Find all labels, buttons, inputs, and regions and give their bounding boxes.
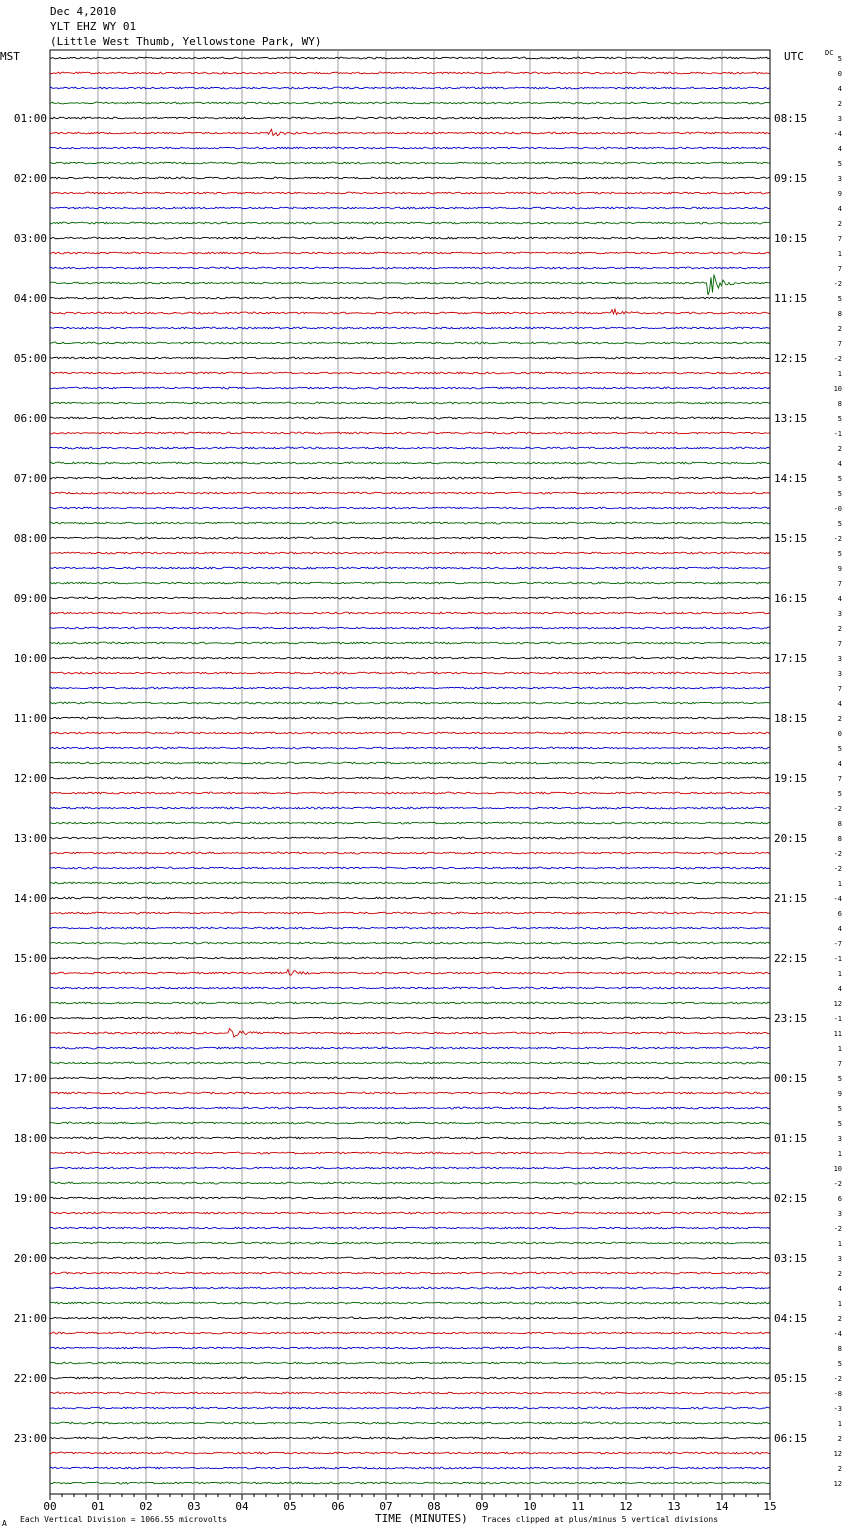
trace-line-26 (50, 432, 770, 434)
trace-line-86 (50, 1332, 770, 1334)
dc-offset-label: 11 (833, 1030, 842, 1038)
trace-line-3 (50, 87, 770, 89)
trace-line-15 (50, 267, 770, 269)
trace-line-88 (50, 1362, 770, 1364)
trace-line-7 (50, 147, 770, 149)
dc-offset-label: 1 (837, 1300, 842, 1308)
dc-offset-label: 4 (837, 700, 842, 708)
dc-offset-label: 3 (837, 1135, 842, 1143)
trace-line-83 (50, 1287, 770, 1289)
trace-line-23 (50, 387, 770, 389)
trace-line-51 (50, 807, 770, 809)
trace-line-24 (50, 402, 770, 404)
x-tick-label: 09 (475, 1500, 489, 1513)
trace-line-5 (50, 117, 770, 119)
dc-offset-label: -3 (833, 1405, 842, 1413)
trace-line-74 (50, 1152, 770, 1154)
dc-offset-label: -2 (833, 1180, 842, 1188)
trace-line-14 (50, 252, 770, 254)
dc-offset-label: 5 (837, 1075, 842, 1083)
trace-line-25 (50, 417, 770, 419)
trace-line-37 (50, 597, 770, 599)
hour-label-left: 01:00 (13, 112, 47, 125)
dc-offset-label: 5 (837, 520, 842, 528)
hour-label-right: 09:15 (774, 172, 808, 185)
dc-offset-label: -2 (833, 865, 842, 873)
dc-offset-label: 5 (837, 490, 842, 498)
dc-offset-label: 10 (833, 385, 842, 393)
trace-line-16 (50, 275, 770, 296)
dc-offset-label: 1 (837, 1150, 842, 1158)
hour-label-right: 22:15 (774, 952, 808, 965)
trace-line-29 (50, 477, 770, 479)
dc-offset-label: 1 (837, 1420, 842, 1428)
x-tick-label: 02 (139, 1500, 153, 1513)
dc-offset-label: 9 (837, 1090, 842, 1098)
dc-offset-label: 7 (837, 580, 842, 588)
trace-line-89 (50, 1377, 770, 1379)
trace-line-77 (50, 1197, 770, 1199)
trace-line-81 (50, 1257, 770, 1259)
trace-line-34 (50, 552, 770, 554)
hour-label-left: 10:00 (13, 652, 47, 665)
dc-offset-label: 3 (837, 1210, 842, 1218)
trace-line-79 (50, 1227, 770, 1229)
hour-label-left: 02:00 (13, 172, 47, 185)
dc-offset-label: 1 (837, 880, 842, 888)
trace-line-20 (50, 342, 770, 344)
trace-line-40 (50, 642, 770, 644)
dc-offset-label: 2 (837, 325, 842, 333)
trace-line-70 (50, 1092, 770, 1094)
dc-offset-label: 4 (837, 1285, 842, 1293)
dc-offset-label: 4 (837, 985, 842, 993)
dc-offset-label: -8 (833, 1390, 842, 1398)
dc-offset-label: 3 (837, 610, 842, 618)
dc-offset-label: -2 (833, 355, 842, 363)
hour-label-left: 14:00 (13, 892, 47, 905)
dc-offset-label: 5 (837, 790, 842, 798)
dc-offset-label: 2 (837, 220, 842, 228)
trace-line-27 (50, 447, 770, 449)
dc-offset-label: 6 (837, 910, 842, 918)
trace-line-36 (50, 582, 770, 584)
trace-line-68 (50, 1062, 770, 1064)
dc-offset-label: 2 (837, 1465, 842, 1473)
trace-line-61 (50, 957, 770, 959)
trace-line-82 (50, 1272, 770, 1274)
dc-offset-label: 7 (837, 340, 842, 348)
dc-offset-label: 5 (837, 1360, 842, 1368)
scale-note: Each Vertical Division = 1066.55 microvolts (20, 1515, 228, 1524)
x-tick-label: 15 (763, 1500, 777, 1513)
dc-offset-label: 6 (837, 1195, 842, 1203)
trace-line-17 (50, 297, 770, 299)
dc-offset-label: 2 (837, 445, 842, 453)
trace-line-72 (50, 1122, 770, 1124)
trace-line-60 (50, 942, 770, 944)
trace-line-87 (50, 1347, 770, 1349)
hour-label-left: 08:00 (13, 532, 47, 545)
x-tick-label: 00 (43, 1500, 57, 1513)
dc-offset-label: -0 (833, 505, 842, 513)
trace-line-96 (50, 1482, 770, 1484)
dc-offset-label: 3 (837, 175, 842, 183)
trace-line-76 (50, 1182, 770, 1184)
hour-label-left: 22:00 (13, 1372, 47, 1385)
footer-mark: A (2, 1519, 7, 1528)
trace-line-8 (50, 162, 770, 164)
dc-offset-label: 7 (837, 775, 842, 783)
dc-offset-label: 5 (837, 160, 842, 168)
dc-offset-label: 1 (837, 970, 842, 978)
trace-line-21 (50, 357, 770, 359)
dc-offset-label: 9 (837, 565, 842, 573)
dc-offset-label: -2 (833, 280, 842, 288)
dc-offset-label: -4 (833, 1330, 842, 1338)
trace-line-90 (50, 1392, 770, 1394)
trace-line-55 (50, 867, 770, 869)
hour-label-right: 13:15 (774, 412, 808, 425)
trace-line-45 (50, 717, 770, 719)
trace-line-13 (50, 237, 770, 239)
dc-offset-label: 4 (837, 145, 842, 153)
dc-offset-label: 12 (833, 1480, 842, 1488)
trace-line-53 (50, 837, 770, 839)
dc-offset-label: 8 (837, 310, 842, 318)
hour-label-right: 23:15 (774, 1012, 808, 1025)
dc-offset-label: 2 (837, 1315, 842, 1323)
x-tick-label: 05 (283, 1500, 297, 1513)
trace-line-64 (50, 1002, 770, 1004)
trace-line-42 (50, 672, 770, 674)
trace-line-91 (50, 1407, 770, 1409)
trace-line-12 (50, 222, 770, 224)
hour-label-right: 04:15 (774, 1312, 808, 1325)
x-tick-label: 07 (379, 1500, 393, 1513)
trace-line-56 (50, 882, 770, 884)
dc-offset-label: 2 (837, 625, 842, 633)
x-axis-title: TIME (MINUTES) (375, 1512, 468, 1525)
trace-line-1 (50, 57, 770, 59)
hour-label-right: 02:15 (774, 1192, 808, 1205)
hour-label-right: 10:15 (774, 232, 808, 245)
station-location: (Little West Thumb, Yellowstone Park, WY) (50, 35, 322, 48)
dc-offset-label: 4 (837, 460, 842, 468)
x-tick-label: 06 (331, 1500, 345, 1513)
trace-line-95 (50, 1467, 770, 1469)
dc-offset-label: 10 (833, 1165, 842, 1173)
hour-label-left: 15:00 (13, 952, 47, 965)
x-tick-label: 04 (235, 1500, 249, 1513)
trace-line-58 (50, 912, 770, 914)
dc-offset-label: 2 (837, 100, 842, 108)
trace-line-18 (50, 309, 770, 314)
dc-offset-label: 5 (837, 415, 842, 423)
dc-offset-label: 2 (837, 1435, 842, 1443)
trace-line-66 (50, 1029, 770, 1038)
trace-line-71 (50, 1107, 770, 1109)
trace-line-67 (50, 1047, 770, 1049)
dc-offset-label: 5 (837, 475, 842, 483)
hour-label-left: 21:00 (13, 1312, 47, 1325)
dc-offset-label: 7 (837, 685, 842, 693)
dc-offset-label: 8 (837, 1345, 842, 1353)
trace-line-80 (50, 1242, 770, 1244)
hour-label-left: 04:00 (13, 292, 47, 305)
hour-label-left: 17:00 (13, 1072, 47, 1085)
dc-offset-label: 8 (837, 835, 842, 843)
hour-label-right: 21:15 (774, 892, 808, 905)
trace-line-78 (50, 1212, 770, 1214)
hour-label-right: 14:15 (774, 472, 808, 485)
trace-line-31 (50, 507, 770, 509)
trace-line-48 (50, 762, 770, 764)
hour-label-right: 19:15 (774, 772, 808, 785)
dc-offset-label: 5 (837, 745, 842, 753)
trace-line-73 (50, 1137, 770, 1139)
station-code: YLT EHZ WY 01 (50, 20, 137, 33)
dc-offset-label: 2 (837, 715, 842, 723)
dc-offset-label: 4 (837, 760, 842, 768)
dc-offset-label: 12 (833, 1000, 842, 1008)
dc-offset-label: -2 (833, 850, 842, 858)
trace-line-41 (50, 657, 770, 659)
trace-line-49 (50, 777, 770, 779)
hour-label-left: 07:00 (13, 472, 47, 485)
trace-line-44 (50, 702, 770, 704)
x-tick-label: 01 (91, 1500, 105, 1513)
plot-frame (50, 50, 770, 1494)
trace-line-59 (50, 927, 770, 929)
x-tick-label: 12 (619, 1500, 633, 1513)
dc-offset-label: 3 (837, 1255, 842, 1263)
dc-offset-label: 9 (837, 190, 842, 198)
trace-line-52 (50, 822, 770, 824)
hour-label-right: 18:15 (774, 712, 808, 725)
dc-offset-label: -7 (833, 940, 842, 948)
trace-line-94 (50, 1452, 770, 1454)
dc-offset-label: 4 (837, 925, 842, 933)
dc-offset-label: 12 (833, 1450, 842, 1458)
dc-offset-label: -2 (833, 805, 842, 813)
dc-offset-label: 2 (837, 1270, 842, 1278)
dc-offset-label: 5 (837, 295, 842, 303)
dc-offset-label: 1 (837, 250, 842, 258)
left-timezone-label: MST (0, 50, 20, 63)
x-tick-label: 11 (571, 1500, 585, 1513)
dc-offset-label: 7 (837, 640, 842, 648)
clip-note: Traces clipped at plus/minus 5 vertical divisions (482, 1515, 719, 1524)
trace-line-85 (50, 1317, 770, 1319)
hour-label-right: 11:15 (774, 292, 808, 305)
trace-line-28 (50, 462, 770, 464)
trace-line-84 (50, 1302, 770, 1304)
trace-line-22 (50, 372, 770, 374)
hour-label-right: 12:15 (774, 352, 808, 365)
trace-line-46 (50, 732, 770, 734)
dc-offset-label: 5 (837, 55, 842, 63)
trace-line-65 (50, 1017, 770, 1019)
hour-label-right: 16:15 (774, 592, 808, 605)
trace-line-38 (50, 612, 770, 614)
dc-offset-label: 1 (837, 1045, 842, 1053)
hour-label-left: 06:00 (13, 412, 47, 425)
dc-offset-label: 8 (837, 820, 842, 828)
dc-offset-label: 4 (837, 205, 842, 213)
trace-line-2 (50, 72, 770, 74)
dc-label: DC (825, 49, 834, 57)
trace-line-9 (50, 177, 770, 179)
dc-offset-label: 3 (837, 670, 842, 678)
hour-label-left: 23:00 (13, 1432, 47, 1445)
hour-label-right: 17:15 (774, 652, 808, 665)
hour-label-left: 12:00 (13, 772, 47, 785)
trace-line-30 (50, 492, 770, 494)
trace-line-69 (50, 1077, 770, 1079)
x-tick-label: 14 (715, 1500, 729, 1513)
dc-offset-label: -2 (833, 1225, 842, 1233)
dc-offset-label: 3 (837, 115, 842, 123)
dc-offset-label: -2 (833, 1375, 842, 1383)
dc-offset-label: 5 (837, 1105, 842, 1113)
dc-offset-label: -1 (833, 955, 842, 963)
dc-offset-label: 7 (837, 265, 842, 273)
dc-offset-label: 4 (837, 595, 842, 603)
hour-label-right: 00:15 (774, 1072, 808, 1085)
trace-line-35 (50, 567, 770, 569)
hour-label-right: 03:15 (774, 1252, 808, 1265)
dc-offset-label: 1 (837, 1240, 842, 1248)
hour-label-right: 01:15 (774, 1132, 808, 1145)
trace-line-10 (50, 192, 770, 194)
trace-line-33 (50, 537, 770, 539)
dc-offset-label: 4 (837, 85, 842, 93)
trace-line-57 (50, 897, 770, 899)
hour-label-right: 05:15 (774, 1372, 808, 1385)
hour-label-right: 15:15 (774, 532, 808, 545)
dc-offset-label: -1 (833, 1015, 842, 1023)
hour-label-left: 19:00 (13, 1192, 47, 1205)
dc-offset-label: 7 (837, 1060, 842, 1068)
trace-line-62 (50, 970, 770, 976)
dc-offset-label: 3 (837, 655, 842, 663)
dc-offset-label: 0 (837, 70, 842, 78)
x-tick-label: 03 (187, 1500, 201, 1513)
trace-line-4 (50, 102, 770, 104)
trace-line-63 (50, 987, 770, 989)
trace-line-50 (50, 792, 770, 794)
x-tick-label: 13 (667, 1500, 681, 1513)
hour-label-left: 03:00 (13, 232, 47, 245)
dc-offset-label: 5 (837, 1120, 842, 1128)
hour-label-right: 08:15 (774, 112, 808, 125)
trace-line-47 (50, 747, 770, 749)
x-tick-label: 08 (427, 1500, 441, 1513)
x-tick-label: 10 (523, 1500, 537, 1513)
right-timezone-label: UTC (784, 50, 804, 63)
plot-date: Dec 4,2010 (50, 5, 117, 18)
hour-label-left: 13:00 (13, 832, 47, 845)
dc-offset-label: 1 (837, 370, 842, 378)
trace-line-92 (50, 1422, 770, 1424)
trace-line-54 (50, 852, 770, 854)
dc-offset-label: -1 (833, 430, 842, 438)
hour-label-left: 20:00 (13, 1252, 47, 1265)
dc-offset-label: 5 (837, 550, 842, 558)
trace-line-39 (50, 627, 770, 629)
hour-label-left: 09:00 (13, 592, 47, 605)
dc-offset-label: 8 (837, 400, 842, 408)
dc-offset-label: -4 (833, 130, 842, 138)
dc-offset-label: -2 (833, 535, 842, 543)
trace-line-19 (50, 327, 770, 329)
hour-label-right: 06:15 (774, 1432, 808, 1445)
hour-label-left: 16:00 (13, 1012, 47, 1025)
hour-label-left: 18:00 (13, 1132, 47, 1145)
dc-offset-label: -4 (833, 895, 842, 903)
trace-line-11 (50, 207, 770, 209)
hour-label-right: 20:15 (774, 832, 808, 845)
trace-line-93 (50, 1437, 770, 1439)
trace-line-43 (50, 687, 770, 689)
dc-offset-label: 7 (837, 235, 842, 243)
dc-offset-label: 0 (837, 730, 842, 738)
hour-label-left: 05:00 (13, 352, 47, 365)
trace-line-75 (50, 1167, 770, 1169)
trace-line-32 (50, 522, 770, 524)
trace-line-6 (50, 129, 770, 135)
hour-label-left: 11:00 (13, 712, 47, 725)
